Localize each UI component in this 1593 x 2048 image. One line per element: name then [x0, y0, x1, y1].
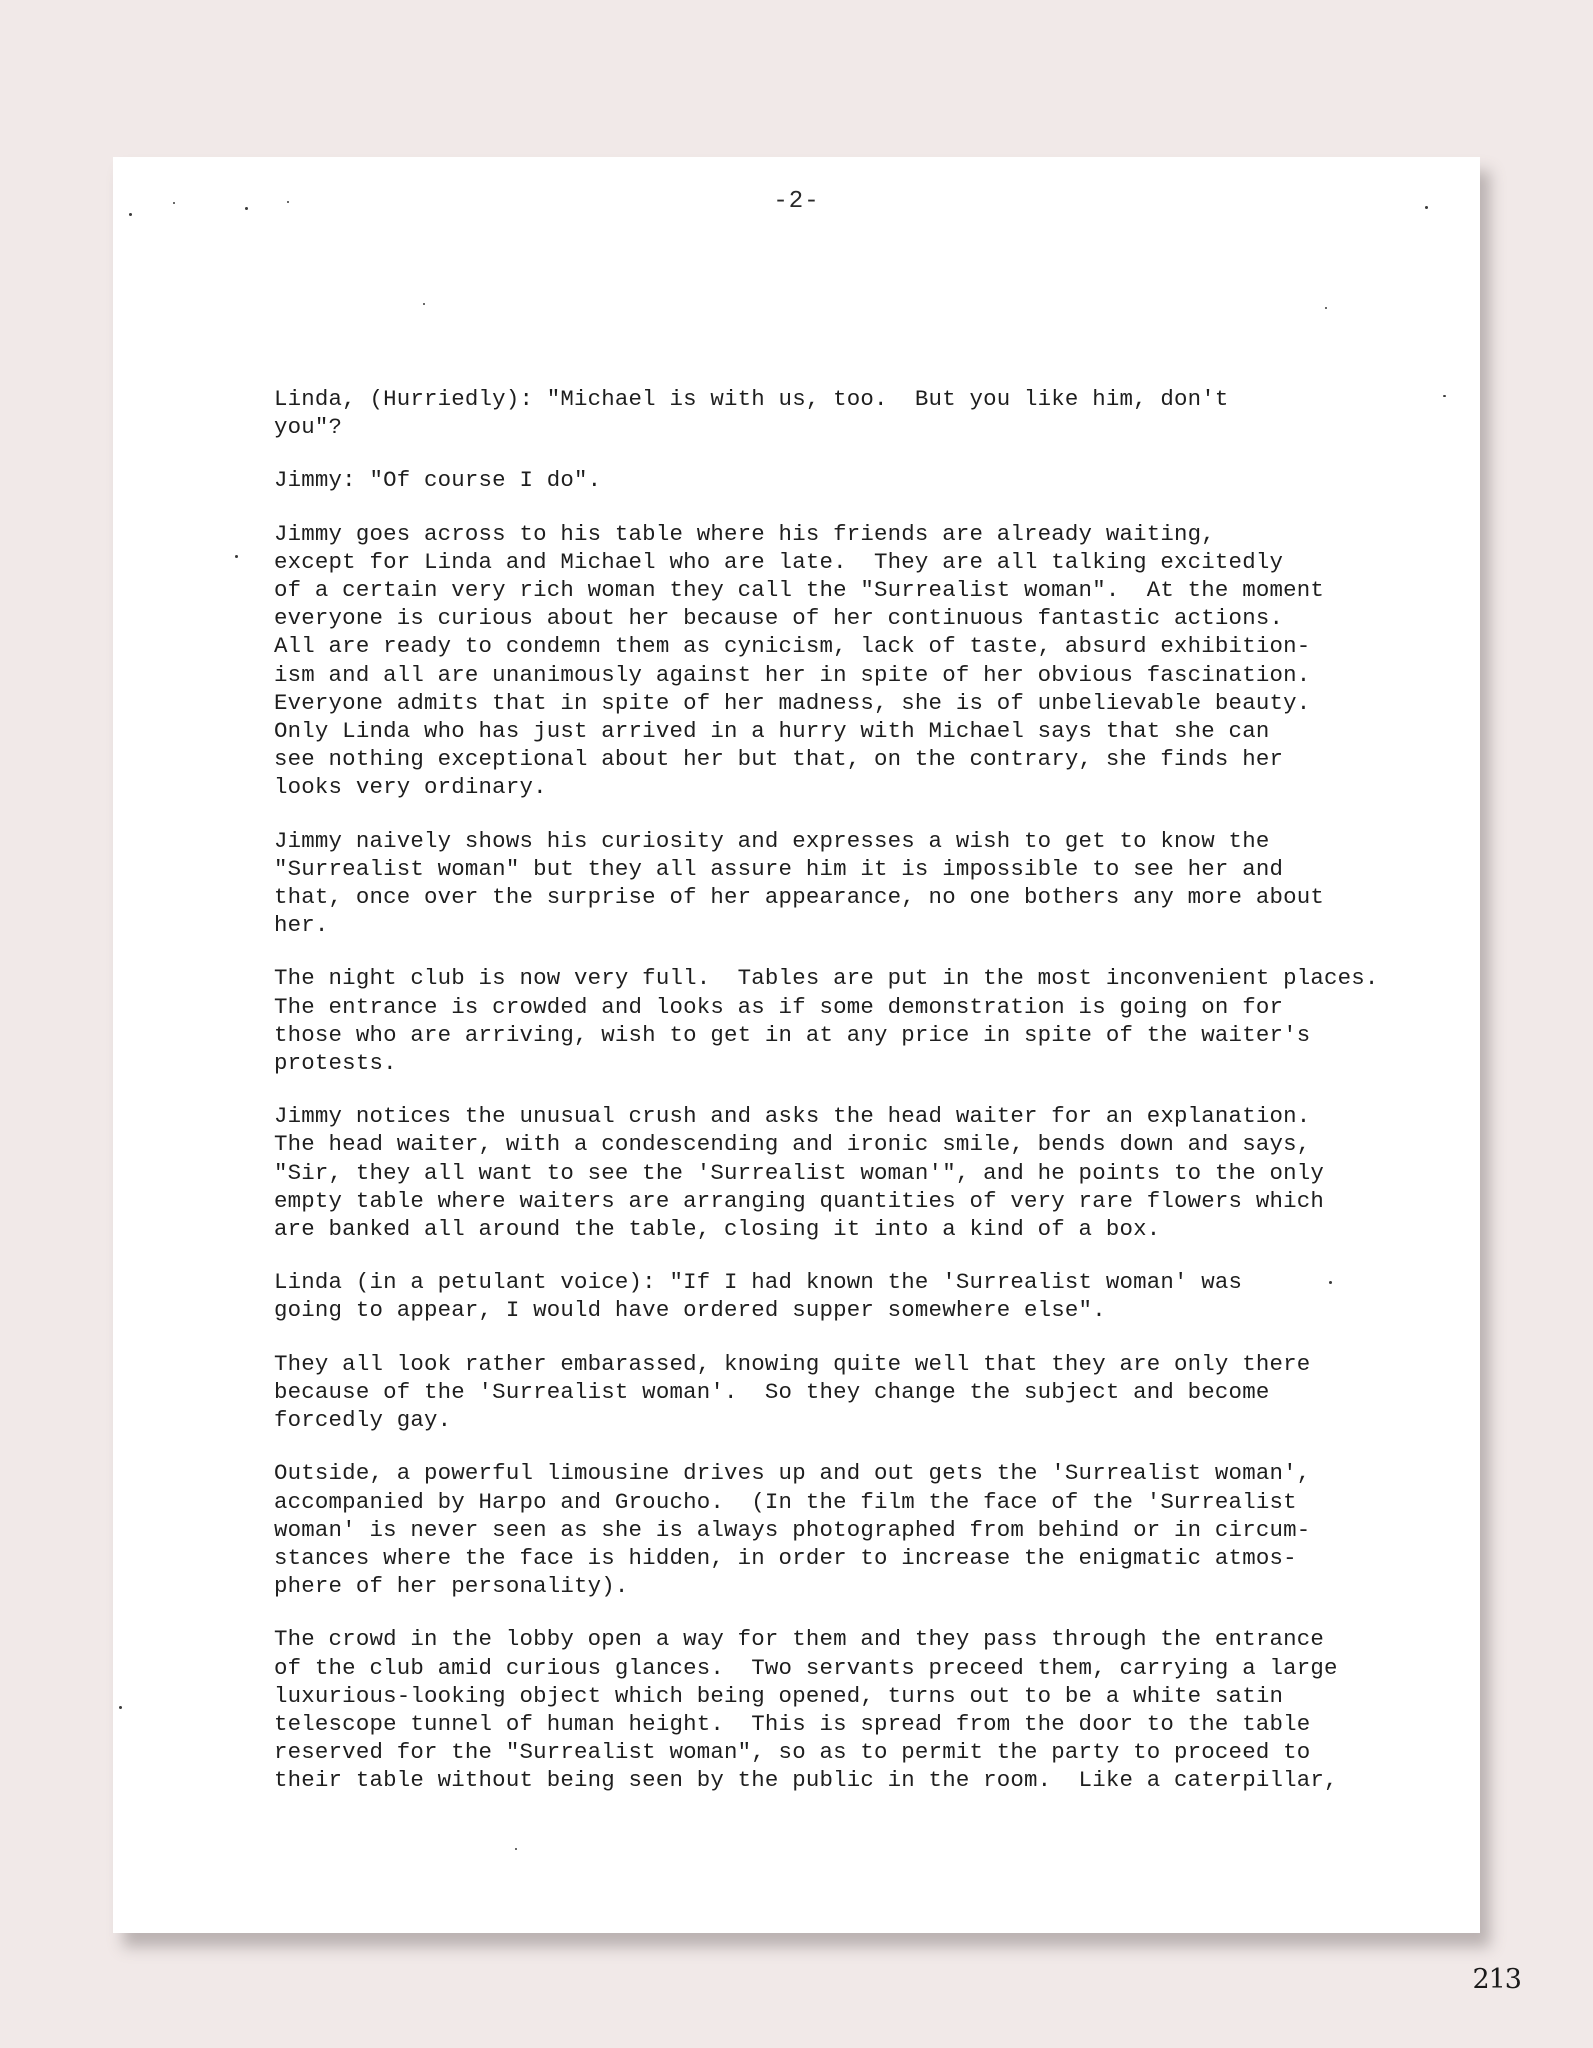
page-marker: -2-: [773, 188, 820, 215]
ink-speck: [515, 1848, 517, 1850]
ink-speck: [1325, 307, 1327, 309]
script-body: [274, 385, 1444, 1820]
dialogue-jimmy-of-course: Jimmy: "Of course I do".: [274, 467, 602, 494]
ink-speck: [119, 1706, 122, 1709]
paragraph-jimmy-curiosity: Jimmy naively shows his curiosity and expresses a wish to get to know the "Surrealist woman" but they all assure him it is impossible to see her and that, once over the surprise of her appearance, no one bothers any more about her.: [274, 827, 1325, 939]
paragraph-telescope-tunnel: The crowd in the lobby open a way for them and they pass through the entrance of the club amid curious glances. Two servants preceed them, carrying a large luxurious-looking object which being opened, turns out to be a white satin telescope tunnel of human height. This is spread from the door to the table reserved for the "Surrealist woman", so as to permit the party to proceed to their table without being seen by the public in the room. Like a caterpillar,: [274, 1626, 1338, 1794]
paragraph-limousine: Outside, a powerful limousine drives up and out gets the 'Surrealist woman', accompanied by Harpo and Groucho. (In the film the face of the 'Surrealist woman' is never seen as she is always photographed from behind or in circum- stances where the face is hidden, in order to increase the enigmatic atmos- phere of her personality).: [274, 1460, 1311, 1600]
paragraph-embarassed: They all look rather embarassed, knowing quite well that they are only there because of the 'Surrealist woman'. So they change the subject and become forcedly gay.: [274, 1350, 1311, 1434]
book-page-number: 213: [1472, 1964, 1521, 1995]
ink-speck: [235, 555, 238, 558]
typescript-page: [113, 157, 1480, 1933]
paragraph-night-club-full: The night club is now very full. Tables are put in the most inconvenient places. The entrance is crowded and looks as if some demonstration is going on for those who are arriving, wish to get in at any price in spite of the waiter's protests.: [274, 965, 1379, 1077]
ink-speck: [423, 303, 425, 305]
dialogue-linda-petulant: Linda (in a petulant voice): "If I had known the 'Surrealist woman' was going to appear, I would have ordered supper somewhere else".: [274, 1269, 1243, 1324]
dialogue-linda-michael: Linda, (Hurriedly): "Michael is with us, too. But you like him, don't you"?: [274, 386, 1229, 441]
paragraph-head-waiter: Jimmy notices the unusual crush and asks the head waiter for an explanation. The head waiter, with a condescending and ironic smile, bends down and says, "Sir, they all want to see the 'Surrealist woman'", and he points to the only empty table where waiters are arranging quantities of very rare flowers which are banked all around the table, closing it into a kind of a box.: [274, 1103, 1325, 1243]
paragraph-surrealist-woman-talk: Jimmy goes across to his table where his friends are already waiting, except for Linda and Michael who are late. They are all talking excitedly of a certain very rich woman they call the "Surrealist woman". At the moment everyone is curious about her because of her continuous fantastic actions. All are ready to condemn them as cynicism, lack of taste, absurd exhibition- ism and all are unanimously against her in spite of her obvious fascination. Everyone admits that in spite of her madness, she is of unbelievable beauty. Only Linda who has just arrived in a hurry with Michael says that she can see nothing exceptional about her but that, on the contrary, she finds her looks very ordinary.: [274, 520, 1325, 801]
